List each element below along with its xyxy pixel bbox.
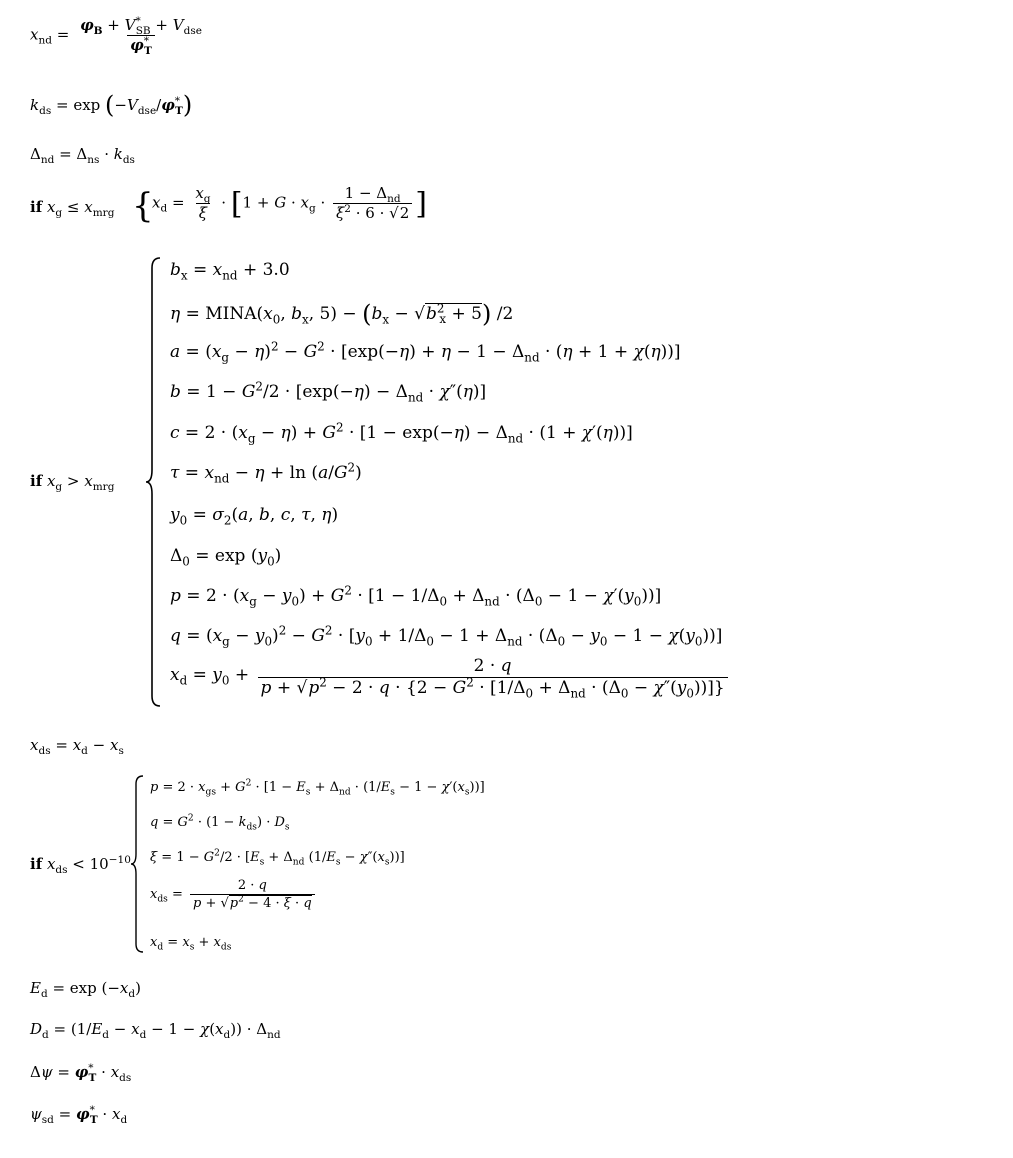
brace-case3 [129,774,145,954]
case2-row-c: $c = 2 \cdot (x_g - \eta) + G^2 \cdot [1 - \exp(-\eta) - \Delta_{nd} \cdot (1 + \chi'(\eta))]$ [170,420,633,446]
case2-row-tau: $\tau = x_{nd} - \eta + \ln (a/G^2)$ [170,460,362,486]
case2-row-delta0: $\Delta_0 = \exp (y_0)$ [170,546,282,569]
case3-row-xd: $x_d = x_s + x_{ds}$ [150,935,232,953]
case2-row-q: $q = (x_g - y_0)^2 - G^2 \cdot [y_0 + 1/\Delta_0 - 1 + \Delta_{nd} \cdot (\Delta_0 - y_0 - 1 - \chi(y_0))]$ [170,623,723,649]
case3-row-xi: $\xi = 1 - G^2/2 \cdot [E_s + \Delta_{nd}$ $(1/E_s - \chi''(x_s))$] [150,848,405,868]
case2-row-y0: $y_0 = \sigma_2(a$, b, c, τ, η) [170,505,339,528]
eq-case1-xd: $x_d$ = $\frac{x_g}{\xi}$ · [$1 + G \cdot x_g$ · $\frac{1 - \Delta_{nd}}{\xi^2 \cdot 6 \cdot √2}$ ] [152,184,427,222]
brace-case2 [144,256,162,708]
case3-row-p: $p = 2 \cdot x_{gs} + G^2 \cdot [1 - E_s + \Delta_{nd} \cdot (1/E_s - 1 - \chi'(x_s))]$ [150,778,485,798]
case3-row-q: $q = G^2 \cdot (1 - k_{ds}) \cdot D_s$ [150,813,290,833]
eq-kds: $k_{ds} = \exp (-V_{dse}/\varphi^*_T)$ [30,91,193,119]
case2-row-bx: $b_x = x_{nd} + 3.0$ [170,260,290,283]
case2-row-a: $a = (x_g - \eta)^2 - G^2 \cdot [\exp(-\eta) + \eta - 1 - \Delta_{nd} \cdot (\eta + 1 + \chi(\eta))]$ [170,339,681,365]
condition-xg-le-xmrg: if $x_g \le x_{mrg}$ [30,198,115,219]
eq-delta-nd: $\Delta_{nd} = \Delta_{ns} \cdot k_{ds}$ [30,145,135,166]
xnd-fraction: $\frac{\varphi_B + V^*_{SB} + V_{dse}}{\varphi^*_T}$ [80,15,202,57]
eq-dd: $D_d = (1/E_d - x_d - 1 - \chi(x_d)) \cdot \Delta_{nd}$ [30,1020,281,1041]
eq-ed: $E_d = \exp (-x_d)$ [30,979,141,1000]
eq-xnd: $x_{nd}$ = $\frac{\varphi_B + V^*_{SB} + V_{dse}}{\varphi^*_T}$ [30,18,208,53]
case2-row-b: $b = 1 - G^2/2 \cdot [\exp(-\eta) - \Delta_{nd} \cdot \chi''(\eta)]$ [170,379,487,405]
case2-row-xd: $x_d = y_0$ + $\frac{2 \cdot q}{p + √p^2 - 2 \cdot q \cdot \{2 - G^2 \cdot [1/\Delta_0 + \Delta_{nd} \cdot (\Delta_0 - \chi''(y_0))]\}}$ [170,658,731,697]
case3-row-xds: $x_{ds}$ = $\frac{2 \cdot q}{p + √p^2 - 4 \cdot \xi \cdot q}$ [150,879,318,910]
brace-case1: { [132,186,154,226]
condition-xds-lt: if $x_{ds} < 10^{-10}$ [30,854,131,876]
case2-row-eta: $\eta = MINA(x_0$, $b_x$, $5) - (b_x - √b^2_x + 5)$ /2 [170,300,514,328]
case2-row-p: $p = 2 \cdot (x_g - y_0) + G^2 \cdot [1 - 1/\Delta_0 + \Delta_{nd} \cdot (\Delta_0 - 1 - \chi'(y_0))]$ [170,583,662,609]
eq-delta-psi: $\Delta\psi = \varphi^*_T \cdot x_{ds}$ [30,1062,132,1084]
eq-psi-sd: $\psi_{sd} = \varphi^*_T \cdot x_d$ [30,1104,128,1126]
condition-xg-gt-xmrg: if $x_g > x_{mrg}$ [30,472,115,493]
eq-xds: $x_{ds} = x_d - x_s$ [30,736,124,757]
